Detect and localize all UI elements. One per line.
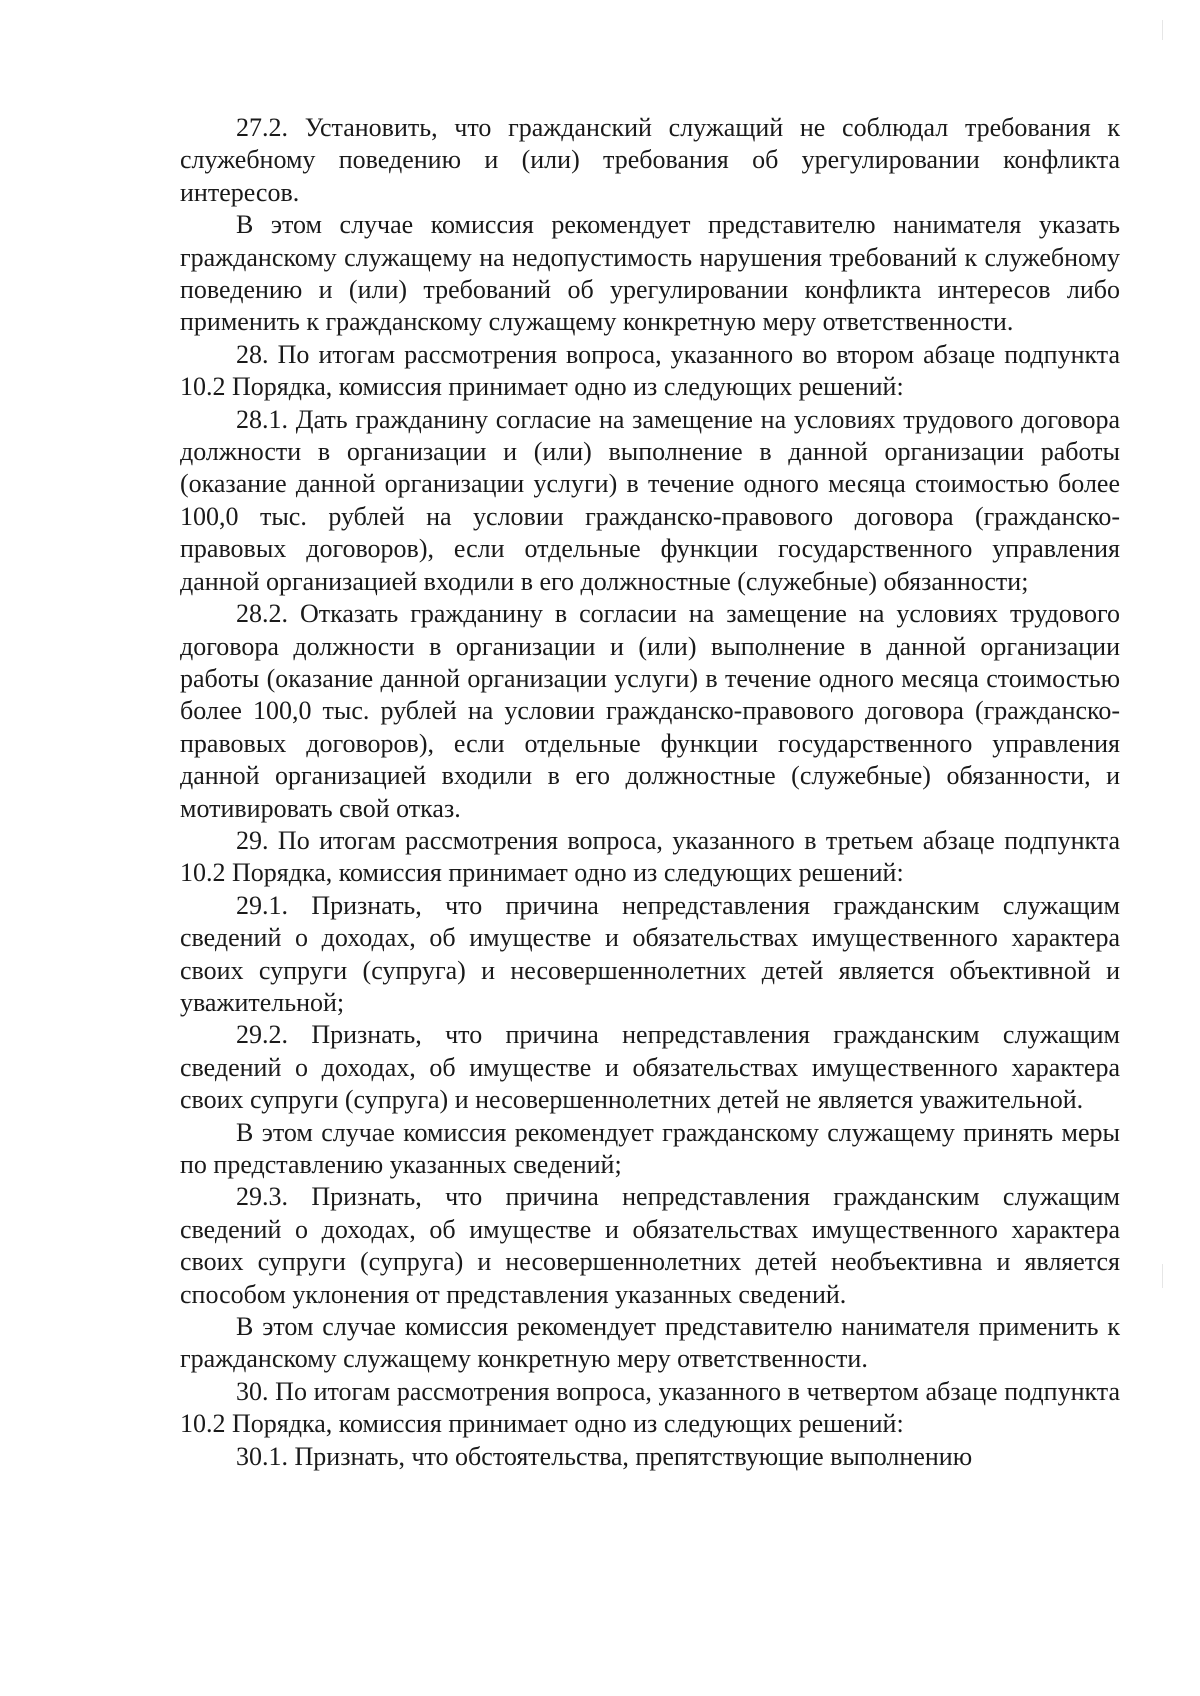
paragraph-27-2: 27.2. Установить, что гражданский служащий не соблюдал требования к служебному поведению и (или) требования об урегулировании конфликта интересов. <box>180 113 1120 207</box>
scan-artifact <box>1162 1264 1163 1288</box>
paragraph-29-2-consequence: В этом случае комиссия рекомендует гражданскому служащему принять меры по представлению указанных сведений; <box>180 1117 1120 1179</box>
paragraph-29: 29. По итогам рассмотрения вопроса, указанного в третьем абзаце подпункта 10.2 Порядка, комиссия принимает одно из следующих решений: <box>180 825 1120 888</box>
paragraph-27-2-consequence: В этом случае комиссия рекомендует представителю нанимателя указать гражданскому служащему на недопустимость нарушения требований к служебному поведению и (или) требований об урегулировании конфликта интересов либо применить к гражданскому служащему конкретную меру ответственности. <box>180 210 1120 337</box>
paragraph-28-2: 28.2. Отказать гражданину в согласии на замещение на условиях трудового договора должности в организации и (или) выполнение в данной организации работы (оказание данной организации услуги) в течение одного месяца стоимостью более 100,0 тыс. рублей на условии гражданско-правового договора (гражданско-правовых договоров), если отдельные функции государственного управления данной организацией входили в его должностные (служебные) обязанности, и мотивировать свой отказ. <box>180 599 1120 823</box>
paragraph-28: 28. По итогам рассмотрения вопроса, указанного во втором абзаце подпункта 10.2 Порядка, комиссия принимает одно из следующих решений: <box>180 339 1120 402</box>
paragraph-29-3: 29.3. Признать, что причина непредставления гражданским служащим сведений о доходах, об имуществе и обязательствах имущественного характера своих супруги (супруга) и несовершеннолетних детей необъективна и является способом уклонения от представления указанных сведений. <box>180 1182 1120 1309</box>
paragraph-29-1: 29.1. Признать, что причина непредставления гражданским служащим сведений о доходах, об имуществе и обязательствах имущественного характера своих супруги (супруга) и несовершеннолетних детей является объективной и уважительной; <box>180 890 1120 1017</box>
document-body <box>180 112 1120 1473</box>
paragraph-29-2: 29.2. Признать, что причина непредставления гражданским служащим сведений о доходах, об имуществе и обязательствах имущественного характера своих супруги (супруга) и несовершеннолетних детей не является уважительной. <box>180 1020 1120 1115</box>
paragraph-29-3-consequence: В этом случае комиссия рекомендует представителю нанимателя применить к гражданскому служащему конкретную меру ответственности. <box>180 1312 1120 1374</box>
paragraph-30-1: 30.1. Признать, что обстоятельства, препятствующие выполнению <box>236 1441 973 1471</box>
paragraph-30: 30. По итогам рассмотрения вопроса, указанного в четвертом абзаце подпункта 10.2 Порядка, комиссия принимает одно из следующих решений: <box>180 1376 1120 1439</box>
paragraph-28-1: 28.1. Дать гражданину согласие на замещение на условиях трудового договора должности в организации и (или) выполнение в данной организации работы (оказание данной организации услуги) в течение одного месяца стоимостью более 100,0 тыс. рублей на условии гражданско-правового договора (гражданско-правовых договоров), если отдельные функции государственного управления данной организацией входили в его должностные (служебные) обязанности; <box>180 404 1120 596</box>
scan-artifact <box>1162 20 1163 40</box>
